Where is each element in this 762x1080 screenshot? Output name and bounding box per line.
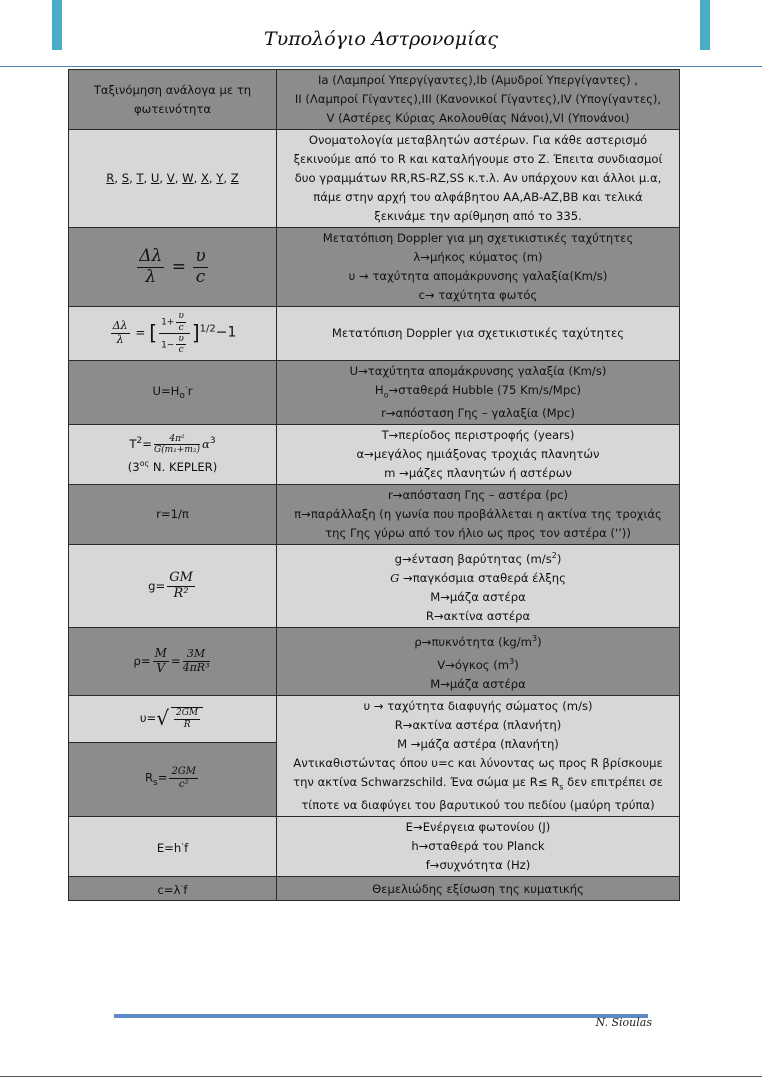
formula-cell <box>69 877 277 901</box>
description-line: V (Αστέρες Κύριας Ακολουθίας Νάνοι),VI (Υπονάνοι) <box>326 111 630 125</box>
description-cell <box>277 228 680 307</box>
term: 1− <box>161 340 175 351</box>
description-text: ) <box>537 635 542 650</box>
variable-letter: V <box>166 171 175 185</box>
formula-term: g= <box>148 578 166 593</box>
variable-letter: Y <box>216 171 224 185</box>
description-line: r→απόσταση Γης – αστέρα (pc) <box>387 488 569 503</box>
numerator: Δλ <box>112 319 128 333</box>
formula-cell <box>69 425 277 485</box>
table-row <box>69 228 680 307</box>
fraction <box>171 707 203 730</box>
equals-sign: = <box>142 437 152 452</box>
description-line <box>437 658 518 672</box>
table-row <box>69 485 680 545</box>
description-line: της Γης γύρω από τον ήλιο ως προς τον αστέρα ('’)) <box>325 526 631 541</box>
formula-term: E=h <box>156 840 182 855</box>
formula-cell <box>69 695 277 742</box>
description-text: →σταθερά Hubble (75 Km/s/Mpc) <box>388 383 582 397</box>
formula-term: α <box>202 437 210 452</box>
formula-term: ρ= <box>133 654 151 669</box>
fraction <box>137 247 164 287</box>
description-line: M→μάζα αστέρα <box>430 676 526 691</box>
superscript: 3 <box>531 634 538 644</box>
exponent: 3 <box>209 436 216 447</box>
formula-cell <box>69 742 277 817</box>
formula-term: f <box>184 840 189 855</box>
description-line: Ονοματολογία μεταβλητών αστέρων. Για κάθε αστερισμό <box>308 133 648 147</box>
formula-term: υ= <box>139 711 157 726</box>
formula-cell <box>69 545 277 628</box>
superscript: 3 <box>509 657 515 667</box>
equals-sign: = <box>170 654 181 669</box>
formula-cell <box>69 70 277 130</box>
formula-term: r <box>187 383 193 398</box>
description-text: ) <box>514 657 519 672</box>
table-row <box>69 545 680 628</box>
description-line <box>390 571 566 585</box>
description-line: δυο γραμμάτων RR,RS-RZ,SS κ.τ.λ. Αν υπάρχουν και άλλοι μ.α, <box>294 171 662 185</box>
fraction <box>167 571 195 602</box>
description-line: R→ακτίνα αστέρα (πλανήτη) <box>394 717 562 732</box>
equals-sign: = <box>171 257 186 277</box>
description-line: ξεκινάμε την αρίθμηση από το 335. <box>374 209 582 223</box>
description-cell <box>277 695 680 816</box>
description-cell <box>277 628 680 696</box>
description-cell <box>277 70 680 130</box>
description-cell <box>277 425 680 485</box>
description-line: τίποτε να διαφύγει του βαρυτικού του πεδίου (μαύρη τρύπα) <box>301 798 655 813</box>
formula-cell <box>69 485 277 545</box>
symbol: H <box>374 383 384 397</box>
fraction <box>176 334 185 356</box>
table-row <box>69 425 680 485</box>
symbol: G <box>390 571 400 586</box>
denominator: G(m₁+m₂) <box>153 445 200 456</box>
variable-letter: Z <box>230 171 239 185</box>
description-cell <box>277 307 680 361</box>
numerator: 4π² <box>154 434 200 445</box>
exponent: 1/2 <box>199 324 216 335</box>
formula-table <box>68 69 680 901</box>
formula-cell: R, S, T, U, V, W, X, Y, Z <box>69 130 277 228</box>
formula-cell <box>69 628 277 696</box>
description-line <box>414 635 541 649</box>
formula-term: R <box>144 770 154 785</box>
description-cell <box>277 361 680 425</box>
description-cell <box>277 130 680 228</box>
variable-letter: U <box>150 171 160 185</box>
denominator: c <box>178 322 184 333</box>
description-text: ρ→πυκνότητα (kg/m <box>414 635 532 650</box>
numerator: υ <box>178 334 184 344</box>
description-line: M→μάζα αστέρα <box>430 590 526 605</box>
fraction <box>176 311 185 333</box>
formula-term: T <box>129 437 137 452</box>
dot: · <box>184 383 188 394</box>
denominator: R² <box>173 585 189 601</box>
variable-letter: S <box>121 171 130 185</box>
square-root <box>156 707 205 730</box>
numerator: 2GM <box>171 766 197 778</box>
header-rule <box>0 66 762 67</box>
variable-letter: T <box>136 171 144 185</box>
subscript: o <box>179 391 185 402</box>
denominator: 4πR³ <box>182 661 210 675</box>
description-line: υ → ταχύτητα απομάκρυνσης γαλαξία(Km/s) <box>348 269 608 283</box>
description-cell <box>277 485 680 545</box>
formula-cell <box>69 307 277 361</box>
formula-term: f <box>183 883 188 898</box>
description-text: V→όγκος (m <box>437 657 510 672</box>
description-line: υ → ταχύτητα διαφυγής σώματος (m/s) <box>363 698 593 713</box>
description-text: g→ένταση βαρύτητας (m/s <box>394 552 552 567</box>
description-line: E→Ενέργεια φωτονίου (J) <box>405 820 551 835</box>
table-row <box>69 817 680 877</box>
description-line: Ia (Λαμπροί Υπεργίγαντες),Ib (Αμυδροί Υπεργίγαντες) , <box>318 73 638 87</box>
denominator: λ <box>116 333 124 346</box>
fraction <box>193 247 207 287</box>
fraction <box>159 311 190 355</box>
classification-heading: Ταξινόμηση ανάλογα με τη φωτεινότητα <box>93 82 252 116</box>
fraction <box>111 320 130 346</box>
formula-term: N. KEPLER) <box>149 460 218 475</box>
footer-author: N. Sioulas <box>595 1016 652 1029</box>
description-line <box>374 383 582 400</box>
description-line: πάμε στην αρχή του αλφάβητου AA,AB-AZ,BB και τελικά <box>313 190 643 204</box>
subscript: s <box>153 777 158 788</box>
formula-cell <box>69 361 277 425</box>
denominator <box>159 334 190 356</box>
description-line: Αντικαθιστώντας όπου υ=c και λύνοντας ως προς R βρίσκουμε <box>293 755 663 770</box>
formula-term: c=λ <box>157 883 181 898</box>
numerator <box>159 311 190 334</box>
description-line: II (Λαμπροί Γίγαντες),III (Κανονικοί Γίγαντες),IV (Υπογίγαντες), <box>294 92 662 106</box>
description-line <box>293 774 663 792</box>
formula-term: (3 <box>127 460 140 475</box>
description-line: h→σταθερά του Planck <box>411 839 545 854</box>
formula-term: r=1/π <box>156 507 189 522</box>
description-line: m →μάζες πλανητών ή αστέρων <box>384 466 572 481</box>
denominator: V <box>156 661 166 676</box>
superscript: ος <box>139 459 150 469</box>
term: 1+ <box>161 317 175 328</box>
bracket-right: ] <box>191 321 200 345</box>
table-row <box>69 130 680 228</box>
description-text: →παγκόσμια σταθερά έλξης <box>399 571 566 586</box>
numerator: υ <box>178 311 184 322</box>
numerator: υ <box>195 245 206 266</box>
equals-sign: = <box>157 770 168 785</box>
table-row <box>69 877 680 901</box>
table-row <box>69 628 680 696</box>
formula-term: U=H <box>152 383 180 398</box>
numerator: 2GM <box>176 708 199 719</box>
description-cell <box>277 545 680 628</box>
description-line: π→παράλλαξη (η γωνία που προβάλλεται η ακτίνα της τροχιάς <box>294 507 662 522</box>
description-line: T→περίοδος περιστροφής (years) <box>381 428 575 443</box>
variable-letter: W <box>182 171 194 185</box>
description-line: Θεμελιώδης εξίσωση της κυματικής <box>372 881 584 896</box>
description-line: M →μάζα αστέρα (πλανήτη) <box>397 736 559 751</box>
page-bottom-rule <box>0 1076 762 1077</box>
description-line: Μετατόπιση Doppler για μη σχετικιστικές ταχύτητες <box>322 231 634 245</box>
superscript: 2 <box>551 551 557 561</box>
table-row <box>69 307 680 361</box>
numerator: 3M <box>183 648 210 662</box>
fraction <box>153 647 169 676</box>
variable-letter: X <box>200 171 209 185</box>
fraction <box>154 434 200 456</box>
table-row <box>69 695 680 742</box>
description-line: α→μεγάλος ημιάξονας τροχιάς πλανητών <box>356 447 600 462</box>
denominator: λ <box>145 266 157 287</box>
formula-cell <box>69 228 277 307</box>
numerator: M <box>154 646 167 661</box>
subscript: o <box>383 390 389 400</box>
numerator: GM <box>169 569 193 585</box>
description-line: U→ταχύτητα απομάκρυνσης γαλαξία (Km/s) <box>349 364 607 378</box>
description-line: Μετατόπιση Doppler για σχετικιστικές ταχύτητες <box>331 326 625 340</box>
exponent: 2 <box>136 436 143 447</box>
numerator: Δλ <box>139 245 163 266</box>
denominator: c² <box>178 778 189 790</box>
formula-term: −1 <box>215 325 237 341</box>
bracket-left: [ <box>149 321 158 345</box>
page-title: Τυπολόγιο Αστρονομίας <box>264 28 498 50</box>
description-cell <box>277 817 680 877</box>
table-row <box>69 70 680 130</box>
denominator: c <box>195 266 206 287</box>
dot: · <box>180 882 184 893</box>
description-cell <box>277 877 680 901</box>
description-line: f→συχνότητα (Hz) <box>425 858 531 873</box>
subscript: s <box>559 782 564 792</box>
description-line: λ→μήκος κύματος (m) <box>413 250 543 264</box>
description-line: R→ακτίνα αστέρα <box>425 609 531 624</box>
dot: · <box>181 839 185 850</box>
formula-cell <box>69 817 277 877</box>
denominator: c <box>178 345 184 356</box>
fraction <box>169 766 198 790</box>
table-row <box>69 361 680 425</box>
radical-sign: √ <box>156 706 170 731</box>
denominator: R <box>183 719 191 730</box>
description-line <box>395 552 562 566</box>
description-line: c→ ταχύτητα φωτός <box>418 288 538 302</box>
fraction <box>183 648 210 674</box>
description-text: την ακτίνα Schwarzschild. Ένα σώμα με R≤ R <box>293 774 560 789</box>
description-text: δεν επιτρέπει σε <box>563 774 663 789</box>
description-text: ) <box>556 552 562 567</box>
variable-letter: R <box>106 171 115 185</box>
description-line: ξεκινούμε από το R και καταλήγουμε στο Z. Έπειτα συνδιασμοί <box>293 152 663 166</box>
description-line: r→απόσταση Γης – γαλαξία (Mpc) <box>381 406 575 421</box>
equals-sign: = <box>135 326 146 340</box>
